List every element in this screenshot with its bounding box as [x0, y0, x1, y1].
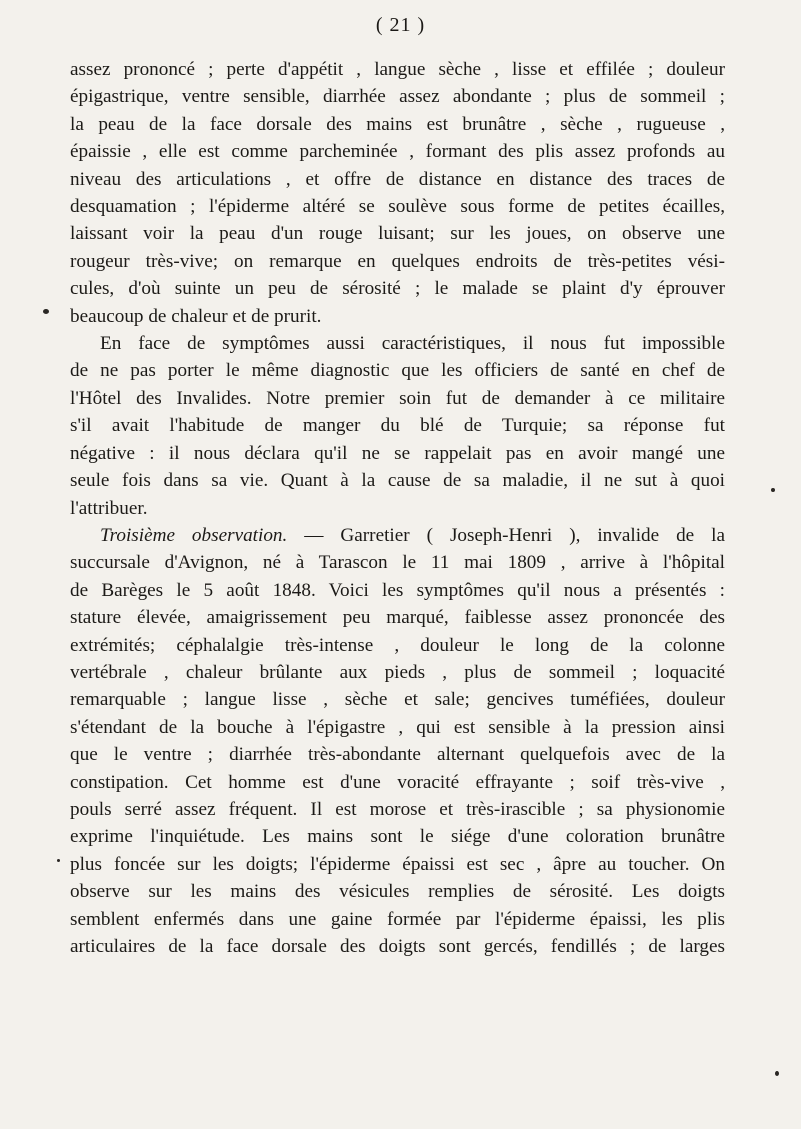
paper-speck — [771, 488, 775, 492]
text-line: s'étendant de la bouche à l'épigastre , qui est sensible à la pression ainsi — [70, 716, 725, 738]
text-line: seule fois dans sa vie. Quant à la cause de sa maladie, il ne sut à quoi — [70, 470, 725, 492]
text-line: semblent enfermés dans une gaine formée par l'épiderme épaissi, les plis — [70, 908, 725, 930]
text-line: épigastrique, ventre sensible, diarrhée assez abondante ; plus de sommeil ; — [70, 86, 725, 108]
paper-speck — [57, 859, 60, 862]
text-line: que le ventre ; diarrhée très-abondante alternant quelquefois avec de la — [70, 744, 725, 766]
body-text — [70, 56, 725, 960]
text-line: En face de symptômes aussi caractéristiques, il nous fut impossible — [100, 333, 725, 355]
text-line: laissant voir la peau d'un rouge luisant; sur les joues, on observe une — [70, 223, 725, 245]
text-line: l'attribuer. — [70, 497, 148, 519]
text-line: la peau de la face dorsale des mains est brunâtre , sèche , rugueuse , — [70, 113, 725, 135]
paragraph-1 — [70, 56, 725, 330]
paragraph-2 — [70, 330, 725, 522]
text-line: négative : il nous déclara qu'il ne se rappelait pas en avoir mangé une — [70, 442, 725, 464]
text-line: beaucoup de chaleur et de prurit. — [70, 305, 322, 327]
text-line: articulaires de la face dorsale des doigts sont gercés, fendillés ; de larges — [70, 936, 725, 957]
text-line: stature élevée, amaigrissement peu marqué, faiblesse assez prononcée des — [70, 607, 725, 629]
text-line: assez prononcé ; perte d'appétit , langue sèche , lisse et effilée ; douleur — [70, 59, 725, 80]
text-line: niveau des articulations , et offre de distance en distance des traces de — [70, 168, 725, 190]
text-line: plus foncée sur les doigts; l'épiderme épaissi est sec , âpre au toucher. On — [70, 853, 725, 875]
text-line: s'il avait l'habitude de manger du blé de Turquie; sa réponse fut — [70, 415, 725, 437]
page-number: ( 21 ) — [375, 14, 426, 36]
text-line: épaissie , elle est comme parcheminée , formant des plis assez profonds au — [70, 141, 725, 163]
text-line: observe sur les mains des vésicules remplies de sérosité. Les doigts — [70, 881, 725, 903]
text-line: constipation. Cet homme est d'une voracité effrayante ; soif très-vive , — [70, 771, 725, 793]
observation-heading-line — [70, 522, 725, 549]
paragraph-3 — [70, 522, 725, 961]
text-line: rougeur très-vive; on remarque en quelques endroits de très-petites vési- — [70, 250, 725, 272]
text-line: de Barèges le 5 août 1848. Voici les symptômes qu'il nous a présentés : — [70, 579, 725, 601]
text-line: desquamation ; l'épiderme altéré se soulève sous forme de petites écailles, — [70, 196, 725, 218]
observation-heading-rest: — Garretier ( Joseph-Henri ), invalide de la — [287, 524, 725, 546]
text-line: de ne pas porter le même diagnostic que les officiers de santé en chef de — [70, 360, 725, 382]
text-line: extrémités; céphalalgie très-intense , douleur le long de la colonne — [70, 634, 725, 656]
observation-heading: Troisième observation. — [100, 524, 288, 546]
text-line: l'Hôtel des Invalides. Notre premier soin fut de demander à ce militaire — [70, 387, 725, 409]
text-line: remarquable ; langue lisse , sèche et sale; gencives tuméfiées, douleur — [70, 689, 725, 711]
text-line: cules, d'où suinte un peu de sérosité ; le malade se plaint d'y éprouver — [70, 278, 725, 300]
paper-speck — [775, 1071, 779, 1076]
text-line: pouls serré assez fréquent. Il est morose et très-irascible ; sa physionomie — [70, 798, 725, 820]
paper-speck — [43, 309, 49, 314]
text-line: exprime l'inquiétude. Les mains sont le siége d'une coloration brunâtre — [70, 826, 725, 848]
text-line: vertébrale , chaleur brûlante aux pieds , plus de sommeil ; loquacité — [70, 661, 725, 683]
text-line: succursale d'Avignon, né à Tarascon le 11 mai 1809 , arrive à l'hôpital — [70, 552, 725, 574]
